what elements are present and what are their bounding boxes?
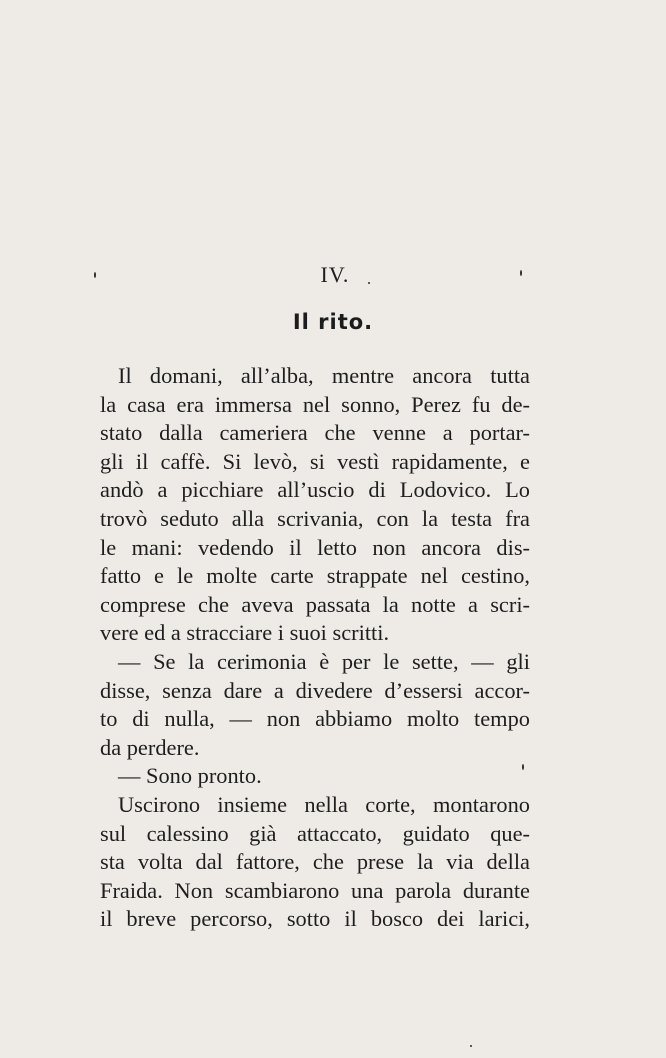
text-line: disse, senza dare a divedere d’essersi accor-	[100, 677, 530, 703]
body-text	[100, 362, 530, 934]
text-line: vere ed a stracciare i suoi scritti.	[100, 620, 390, 646]
text-line: fatto e le molte carte strappate nel cestino,	[100, 563, 530, 589]
print-speck	[368, 282, 370, 284]
text-line: da perdere.	[100, 734, 200, 760]
print-speck	[470, 1045, 472, 1047]
text-line: trovò seduto alla scrivania, con la testa fra	[100, 505, 530, 531]
print-speck	[522, 764, 524, 770]
text-line: — Sono pronto.	[118, 763, 262, 789]
text-line: Il domani, all’alba, mentre ancora tutta	[118, 363, 530, 388]
text-line: — Se la cerimonia è per le sette, — gli	[118, 648, 530, 674]
print-speck	[94, 272, 96, 278]
chapter-number: IV.	[320, 262, 350, 287]
text-line: le mani: vedendo il letto non ancora dis-	[100, 534, 530, 560]
text-line: sul calessino già attaccato, guidato que-	[100, 820, 530, 846]
text-line: Fraida. Non scambiarono una parola durante	[100, 877, 530, 903]
text-line: sta volta dal fattore, che prese la via della	[100, 849, 530, 875]
text-line: to di nulla, — non abbiamo molto tempo	[100, 706, 530, 732]
text-line: il breve percorso, sotto il bosco dei larici,	[100, 906, 530, 932]
text-line: gli il caffè. Si levò, si vestì rapidamente, e	[100, 448, 530, 474]
text-line: stato dalla cameriera che venne a portar-	[100, 420, 530, 446]
print-speck	[520, 270, 522, 276]
text-line: Uscirono insieme nella corte, montarono	[118, 791, 530, 817]
text-line: andò a picchiare all’uscio di Lodovico. Lo	[100, 477, 530, 503]
text-line: comprese che aveva passata la notte a scri-	[100, 591, 530, 617]
chapter-title: Il rito.	[292, 310, 374, 334]
text-line: la casa era immersa nel sonno, Perez fu de-	[100, 391, 530, 417]
